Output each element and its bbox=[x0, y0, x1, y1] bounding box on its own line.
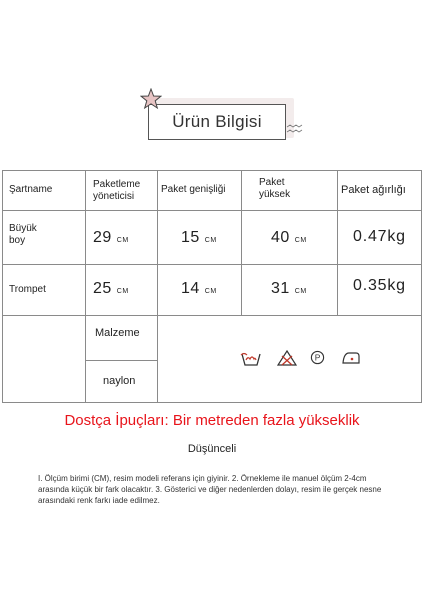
dry-clean-p-icon bbox=[310, 350, 325, 365]
header-spec: Şartname bbox=[9, 184, 53, 195]
row-width-value bbox=[181, 280, 217, 298]
row-packaging-value bbox=[93, 229, 129, 247]
header-packaging: Paketleme yöneticisi bbox=[93, 179, 141, 202]
material-value: naylon bbox=[103, 375, 136, 387]
hand-wash-icon bbox=[240, 351, 262, 367]
row-weight-value: 0.35kg bbox=[353, 277, 406, 294]
header-height: Paket yüksek bbox=[259, 177, 291, 200]
svg-text:P: P bbox=[314, 352, 321, 363]
value-text: 14 bbox=[181, 280, 200, 297]
row-name: Trompet bbox=[9, 284, 46, 295]
value-text: 40 bbox=[271, 229, 290, 246]
table-divider bbox=[157, 171, 158, 402]
row-height-value bbox=[271, 280, 307, 298]
row-width-value bbox=[181, 229, 217, 247]
iron-low-icon bbox=[340, 350, 362, 366]
unit-label: CM bbox=[294, 237, 307, 244]
table-divider bbox=[85, 171, 86, 402]
value-text: 29 bbox=[93, 229, 112, 246]
table-divider bbox=[3, 264, 421, 265]
tips-heading: Dostça İpuçları: Bir metreden fazla yükseklik bbox=[64, 412, 360, 429]
page-title: Ürün Bilgisi bbox=[172, 112, 262, 131]
value-text: 15 bbox=[181, 229, 200, 246]
row-height-value bbox=[271, 229, 307, 247]
row-name: Büyük boy bbox=[9, 223, 37, 246]
tips-subheading: Düşünceli bbox=[187, 443, 237, 455]
table-divider bbox=[3, 315, 421, 316]
row-weight-value: 0.47kg bbox=[353, 228, 406, 245]
unit-label: CM bbox=[116, 288, 129, 295]
header-weight: Paket ağırlığı bbox=[341, 184, 406, 196]
header-badge-frame bbox=[148, 104, 286, 140]
unit-label: CM bbox=[204, 288, 217, 295]
table-divider bbox=[241, 171, 242, 315]
unit-label: CM bbox=[204, 237, 217, 244]
star-icon bbox=[140, 88, 162, 110]
notes-paragraph: I. Ölçüm birimi (CM), resim modeli referans için giyinir. 2. Örnekleme ile manuel ölçüm 2-4cm arasında küçük bir fark olacaktır. 3. Gösterici ve diğer nedenlerden dolayı, resim ile gerçek nesne arasındaki renk farkı iade edilmez. bbox=[38, 474, 382, 505]
header-badge bbox=[140, 88, 300, 148]
material-label: Malzeme bbox=[95, 327, 140, 339]
zigzag-decoration-icon bbox=[286, 124, 304, 134]
no-bleach-icon bbox=[277, 350, 297, 366]
value-text: 25 bbox=[93, 280, 112, 297]
spec-table bbox=[2, 170, 422, 403]
value-text: 31 bbox=[271, 280, 290, 297]
table-divider bbox=[85, 360, 157, 361]
header-width: Paket genişliği bbox=[161, 184, 226, 195]
unit-label: CM bbox=[294, 288, 307, 295]
unit-label: CM bbox=[116, 237, 129, 244]
table-divider bbox=[337, 171, 338, 315]
row-packaging-value bbox=[93, 280, 129, 298]
table-divider bbox=[3, 210, 421, 211]
